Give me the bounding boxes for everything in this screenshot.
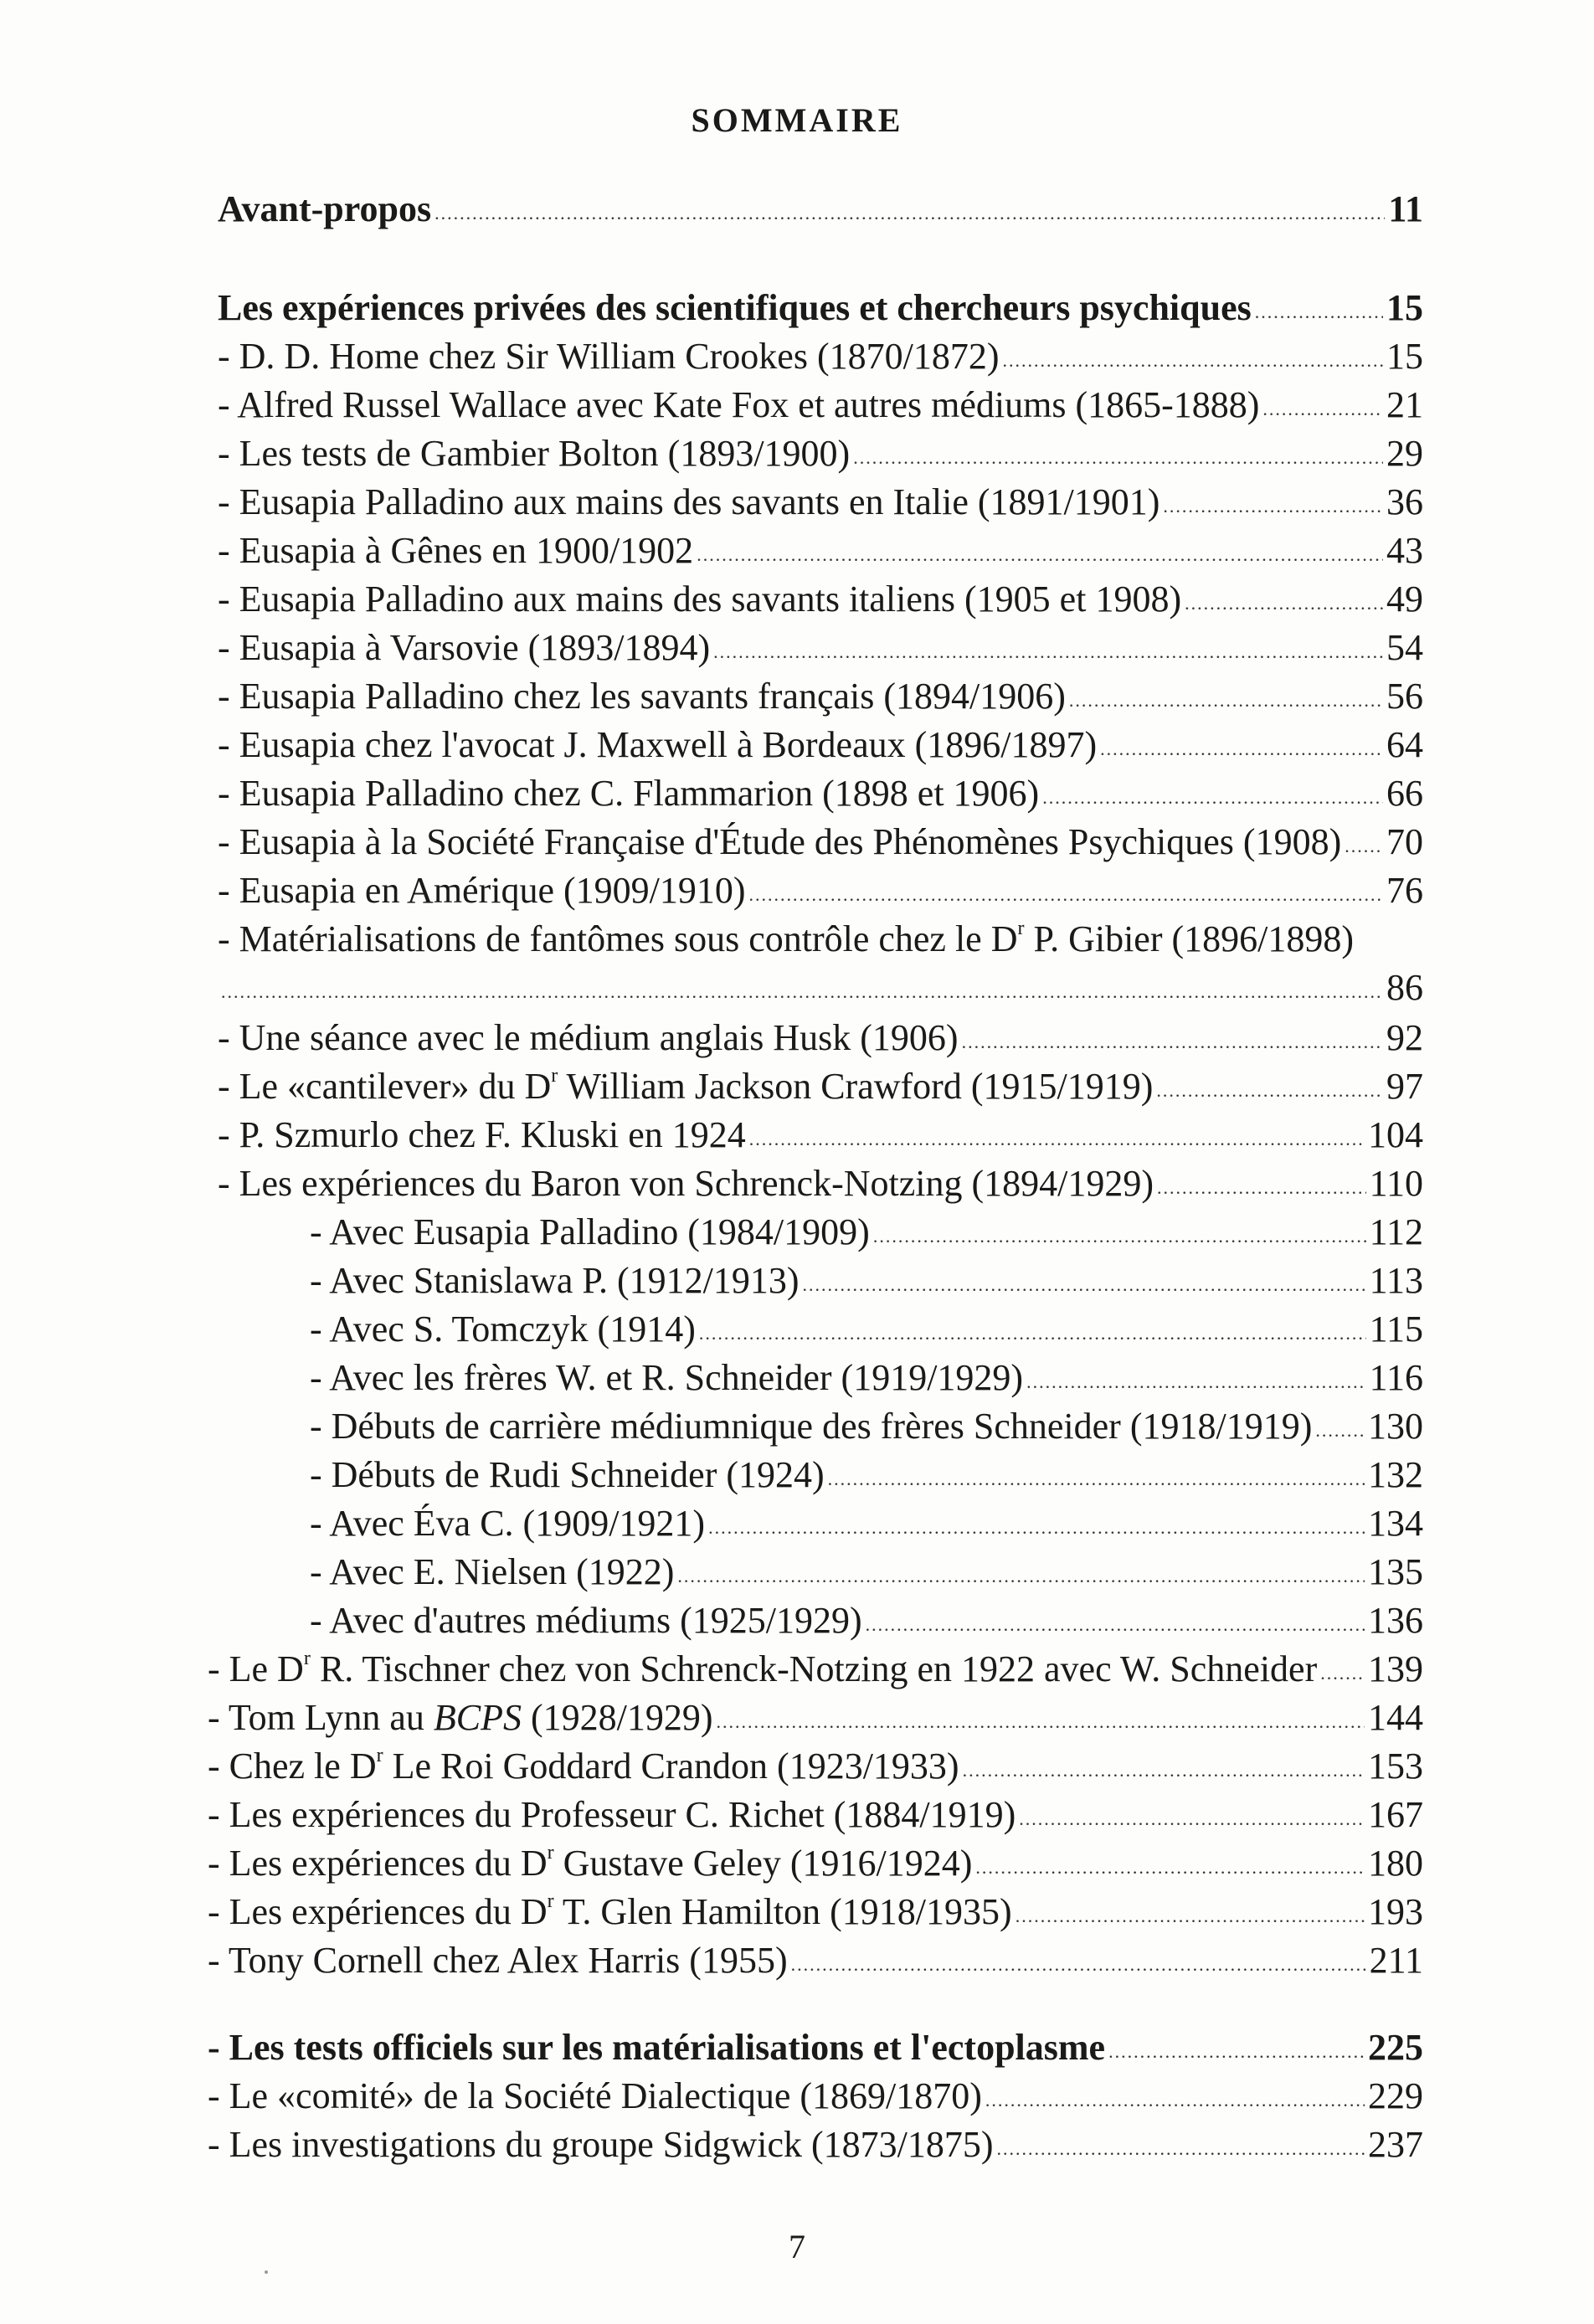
toc-entry-label: - Eusapia à Varsovie (1893/1894): [218, 627, 711, 668]
label-text: William Jackson Crawford (1915/1919): [558, 1066, 1154, 1107]
page-number: 7: [789, 2228, 805, 2265]
toc-entry-label: - Débuts de carrière médiumnique des frères Schneider (1918/1919): [310, 1406, 1313, 1447]
toc-entry: [218, 815, 1423, 869]
superscript: r: [551, 1065, 558, 1087]
toc-page-number: 29: [1386, 433, 1423, 474]
label-text: - Le «cantilever» du D: [218, 1066, 552, 1107]
superscript: r: [547, 1842, 554, 1864]
toc-entry: [218, 913, 1423, 966]
toc-page-number: 11: [1388, 188, 1423, 229]
page-title: SOMMAIRE: [691, 101, 903, 139]
toc-page-number: 237: [1368, 2124, 1423, 2165]
toc-entry: [310, 1400, 1423, 1453]
label-text: - Matérialisations de fantômes sous contrôle chez le D: [218, 918, 1018, 959]
toc-page-number: 76: [1386, 870, 1423, 911]
toc-entry-label: - Eusapia à la Société Française d'Étude des Phénomènes Psychiques (1908): [218, 821, 1342, 862]
toc-entry-label: [208, 1691, 713, 1745]
toc-entry-label: - Les investigations du groupe Sidgwick (1873/1875): [208, 2124, 994, 2165]
toc-entry-label: - Avec E. Nielsen (1922): [310, 1551, 675, 1592]
toc-page-number: 139: [1368, 1648, 1423, 1689]
toc-entry: [208, 1885, 1423, 1939]
toc-entry-label: - Eusapia Palladino chez les savants français (1894/1906): [218, 676, 1066, 717]
toc-page-number: 135: [1368, 1551, 1423, 1592]
toc-entry: [310, 1254, 1423, 1308]
toc-page-number: 110: [1369, 1163, 1423, 1204]
toc-entry-label: - Eusapia à Gênes en 1900/1902: [218, 530, 694, 571]
label-text: R. Tischner chez von Schrenck-Notzing en 1922 avec W. Schneider: [310, 1648, 1318, 1689]
toc-page-number: 36: [1386, 481, 1423, 522]
toc-entry: [208, 2021, 1423, 2075]
toc-entry-label: [208, 1643, 1317, 1696]
toc-entry-label: [208, 1885, 1012, 1939]
toc-entry-label: - Avec Stanislawa P. (1912/1913): [310, 1260, 800, 1301]
toc-entry: [218, 621, 1423, 675]
toc-page-number: 54: [1386, 627, 1423, 668]
dot-leader: [434, 187, 1385, 240]
label-text: P. Gibier (1896/1898): [1024, 918, 1355, 959]
toc-entry-label: - Les tests de Gambier Bolton (1893/1900): [218, 433, 851, 474]
toc-page-number: 211: [1369, 1940, 1423, 1981]
toc-page-number: 56: [1386, 676, 1423, 717]
toc-entry-label: - Les tests officiels sur les matérialisations et l'ectoplasme: [208, 2027, 1106, 2068]
superscript: r: [547, 1890, 554, 1913]
toc-entry-label: - Eusapia chez l'avocat J. Maxwell à Bordeaux (1896/1897): [218, 724, 1098, 765]
toc-page-number: 15: [1386, 287, 1423, 328]
toc-entry: [208, 1643, 1423, 1696]
toc-page-number: 112: [1369, 1211, 1423, 1252]
toc-entry: [218, 864, 1423, 918]
toc-entry-label: - Eusapia Palladino chez C. Flammarion (1898 et 1906): [218, 773, 1040, 814]
superscript: r: [376, 1745, 383, 1767]
toc-page-number: 115: [1369, 1309, 1423, 1350]
toc-entry-label: - Eusapia Palladino aux mains des savants en Italie (1891/1901): [218, 481, 1160, 522]
toc-entry-label: Les expériences privées des scientifiques et chercheurs psychiques: [218, 287, 1252, 328]
toc-entry: [218, 961, 1423, 1015]
toc-entry: [310, 1206, 1423, 1259]
toc-entry: [208, 1788, 1423, 1842]
toc-page-number: 113: [1369, 1260, 1423, 1301]
toc-entry: [218, 330, 1423, 383]
toc-entry: [218, 524, 1423, 578]
label-text: - Tom Lynn au: [208, 1697, 434, 1738]
toc-entry: [208, 1691, 1423, 1745]
toc-entry: [218, 281, 1423, 335]
toc-entry: [218, 427, 1423, 481]
toc-entry: [310, 1448, 1423, 1502]
toc-entry: [218, 1060, 1423, 1113]
toc-entry: [208, 1740, 1423, 1793]
label-text: (1928/1929): [521, 1697, 713, 1738]
toc-entry: [218, 183, 1423, 236]
toc-entry-label: [218, 1060, 1153, 1113]
toc-entry-label: - P. Szmurlo chez F. Kluski en 1924: [218, 1114, 746, 1155]
toc-entry-label: - Avec d'autres médiums (1925/1929): [310, 1600, 862, 1641]
toc-entry-label: - Eusapia en Amérique (1909/1910): [218, 870, 746, 911]
toc-page-number: 92: [1386, 1017, 1423, 1058]
toc-entry: [218, 378, 1423, 432]
toc-entry: [310, 1351, 1423, 1405]
toc-entry: [208, 2069, 1423, 2123]
toc-page-number: 49: [1386, 578, 1423, 620]
toc-page-number: 66: [1386, 773, 1423, 814]
toc-entry-label: - Avec Eusapia Palladino (1984/1909): [310, 1211, 870, 1252]
toc-entry-label: - D. D. Home chez Sir William Crookes (1870/1872): [218, 336, 1000, 377]
toc-page-number: 225: [1368, 2027, 1423, 2068]
toc-entry-label: - Une séance avec le médium anglais Husk (1906): [218, 1017, 959, 1058]
toc-entry-label: - Débuts de Rudi Schneider (1924): [310, 1454, 825, 1495]
toc-entry-label: - Eusapia Palladino aux mains des savants italiens (1905 et 1908): [218, 578, 1182, 620]
toc-page-number: 132: [1368, 1454, 1423, 1495]
toc-page-number: 21: [1386, 384, 1423, 425]
label-text: T. Glen Hamilton (1918/1935): [553, 1891, 1012, 1932]
toc-entry: [218, 573, 1423, 626]
toc-page-number: 130: [1368, 1406, 1423, 1447]
toc-entry-label: - Le «comité» de la Société Dialectique (1869/1870): [208, 2075, 982, 2116]
toc-page-number: 153: [1368, 1746, 1423, 1787]
toc-entry-label: - Avec Éva C. (1909/1921): [310, 1503, 706, 1544]
toc-entry: [218, 670, 1423, 723]
toc-page-number: 15: [1386, 336, 1423, 377]
label-text: - Les expériences du D: [208, 1843, 548, 1884]
toc-page-number: 144: [1368, 1697, 1423, 1738]
label-text: - Chez le D: [208, 1746, 377, 1787]
toc-page-number: 134: [1368, 1503, 1423, 1544]
toc-page-number: 104: [1368, 1114, 1423, 1155]
toc-page-number: 43: [1386, 530, 1423, 571]
italic-text: BCPS: [433, 1697, 522, 1738]
toc-entry-label: - Tony Cornell chez Alex Harris (1955): [208, 1940, 788, 1981]
toc-page-number: 116: [1369, 1357, 1423, 1398]
print-speck: [265, 2270, 268, 2274]
toc-page-number: 97: [1386, 1066, 1423, 1107]
toc-page-number: 64: [1386, 724, 1423, 765]
toc-entry: [218, 1011, 1423, 1065]
superscript: r: [303, 1648, 311, 1670]
toc-page-number: 193: [1368, 1891, 1423, 1932]
toc-entry: [310, 1594, 1423, 1648]
toc-entry-label: - Les expériences du Baron von Schrenck-Notzing (1894/1929): [218, 1163, 1154, 1204]
toc-entry-label: - Avec S. Tomczyk (1914): [310, 1309, 696, 1350]
toc-page-number: 136: [1368, 1600, 1423, 1641]
toc-entry: [208, 1837, 1423, 1890]
toc-entry-label: [208, 1837, 972, 1890]
toc-entry: [218, 1157, 1423, 1211]
toc-entry-label: - Les expériences du Professeur C. Richet (1884/1919): [208, 1794, 1016, 1835]
superscript: r: [1017, 918, 1025, 940]
toc-entry: [208, 2118, 1423, 2172]
label-text: Gustave Geley (1916/1924): [553, 1843, 973, 1884]
toc-page-number: 229: [1368, 2075, 1423, 2116]
toc-page-number: 70: [1386, 821, 1423, 862]
label-text: - Les expériences du D: [208, 1891, 548, 1932]
toc-page-number: 167: [1368, 1794, 1423, 1835]
toc-page-number: 86: [1386, 967, 1423, 1008]
toc-entry: [310, 1497, 1423, 1550]
label-text: Le Roi Goddard Crandon (1923/1933): [383, 1746, 959, 1787]
toc-entry: [310, 1303, 1423, 1356]
toc-entry: [208, 1934, 1423, 1987]
toc-entry: [218, 718, 1423, 772]
toc-entry: [218, 1108, 1423, 1162]
toc-page-number: 180: [1368, 1843, 1423, 1884]
toc-entry-label: - Avec les frères W. et R. Schneider (1919/1929): [310, 1357, 1024, 1398]
dot-leader: [791, 1938, 1366, 1992]
label-text: - Le D: [208, 1648, 304, 1689]
toc-entry-label: - Alfred Russel Wallace avec Kate Fox et autres médiums (1865-1888): [218, 384, 1260, 425]
dot-leader: [997, 2122, 1365, 2176]
toc-entry-label: [208, 1740, 959, 1793]
toc-entry: [218, 476, 1423, 529]
toc-entry-label: [218, 913, 1354, 966]
toc-entry-label: Avant-propos: [218, 188, 432, 229]
toc-entry: [310, 1545, 1423, 1599]
toc-entry: [218, 767, 1423, 820]
